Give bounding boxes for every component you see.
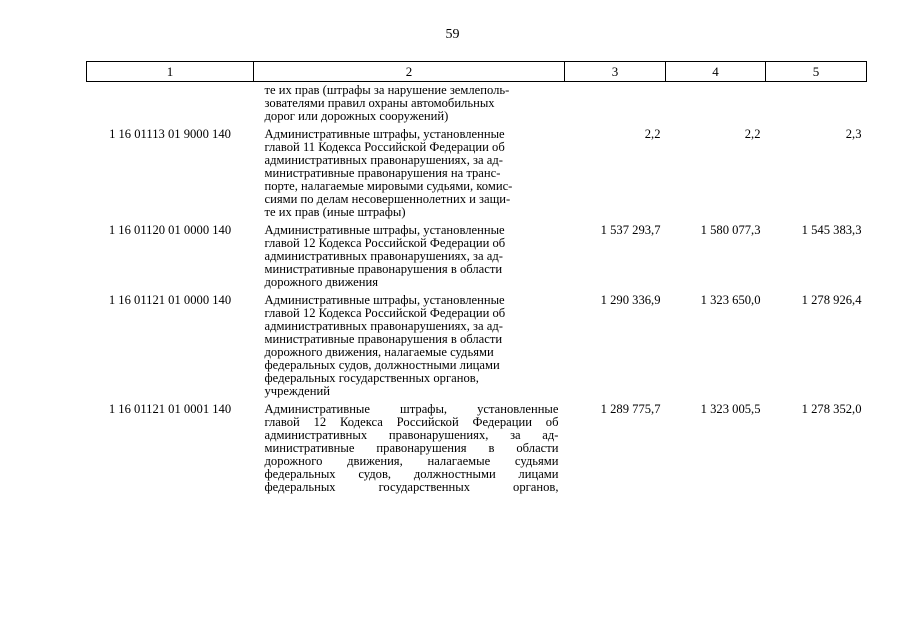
description-line: Административные штрафы, установленные <box>264 402 559 416</box>
row-description <box>254 128 565 224</box>
value-col-5: 1 278 926,4 <box>801 293 862 307</box>
description-line: Административные штрафы, установленные <box>264 223 505 237</box>
description-line: дорожного движения <box>264 275 379 289</box>
description-line: административных правонарушениях, за ад- <box>264 428 559 442</box>
description-line: министративные правонарушения в области <box>264 332 503 346</box>
value-col-3 <box>565 82 666 129</box>
description-line: главой 11 Кодекса Российской Федерации об <box>264 140 505 154</box>
table-row <box>87 128 867 224</box>
column-header-1: 1 <box>87 62 254 82</box>
description-line: федеральных судов, должностными лицами <box>264 358 500 372</box>
value-col-4: 1 323 650,0 <box>700 293 761 307</box>
description-line: дорожного движения, налагаемые судьями <box>264 454 559 468</box>
row-description <box>254 294 565 403</box>
description-line: федеральных государственных органов, <box>264 480 559 494</box>
description-line: дорог или дорожных сооружений) <box>264 109 449 123</box>
value-col-5: 1 278 352,0 <box>801 402 862 416</box>
description-line: главой 12 Кодекса Российской Федерации об <box>264 306 506 320</box>
description-line: те их прав (иные штрафы) <box>264 205 406 219</box>
description-line: зователями правил охраны автомобильных <box>264 96 495 110</box>
description-line: главой 12 Кодекса Российской Федерации об <box>264 415 559 429</box>
budget-code: 1 16 01120 01 0000 140 <box>108 223 232 237</box>
table-row <box>87 294 867 403</box>
description-line: министративные правонарушения в области <box>264 262 503 276</box>
row-description <box>254 403 565 499</box>
row-description <box>254 224 565 294</box>
value-col-3: 1 537 293,7 <box>600 223 661 237</box>
column-header-3: 3 <box>565 62 666 82</box>
value-col-5 <box>766 82 867 129</box>
table-header-row <box>87 62 867 82</box>
description-line: административных правонарушениях, за ад- <box>264 319 503 333</box>
description-line: министративные правонарушения на транс- <box>264 166 501 180</box>
table-row <box>87 82 867 129</box>
row-description <box>254 82 565 129</box>
value-col-5: 2,3 <box>845 127 862 141</box>
description-line: министративные правонарушения в области <box>264 441 559 455</box>
budget-code: 1 16 01121 01 0000 140 <box>108 293 232 307</box>
budget-revenue-table <box>86 61 867 499</box>
value-col-3: 2,2 <box>644 127 661 141</box>
description-line: главой 12 Кодекса Российской Федерации об <box>264 236 506 250</box>
description-line: федеральных судов, должностными лицами <box>264 467 559 481</box>
description-line: дорожного движения, налагаемые судьями <box>264 345 494 359</box>
table-row <box>87 403 867 499</box>
column-header-2: 2 <box>254 62 565 82</box>
description-line: порте, налагаемые мировыми судьями, комис- <box>264 179 513 193</box>
description-line: те их прав (штрафы за нарушение землеполь- <box>264 83 510 97</box>
budget-code: 1 16 01121 01 0001 140 <box>108 402 232 416</box>
description-line: сиями по делам несовершеннолетних и защи- <box>264 192 511 206</box>
description-line: учреждений <box>264 384 330 398</box>
column-header-4: 4 <box>666 62 766 82</box>
budget-code: 1 16 01113 01 9000 140 <box>109 127 231 141</box>
budget-code <box>87 82 254 129</box>
value-col-4: 1 580 077,3 <box>700 223 761 237</box>
description-line: федеральных государственных органов, <box>264 371 479 385</box>
description-line: Административные штрафы, установленные <box>264 293 505 307</box>
description-line: Административные штрафы, установленные <box>264 127 505 141</box>
column-header-5: 5 <box>766 62 867 82</box>
value-col-3: 1 289 775,7 <box>600 402 661 416</box>
value-col-5: 1 545 383,3 <box>801 223 862 237</box>
table-row <box>87 224 867 294</box>
value-col-4 <box>666 82 766 129</box>
description-line: административных правонарушениях, за ад- <box>264 153 503 167</box>
page-number: 59 <box>445 27 460 42</box>
description-line: административных правонарушениях, за ад- <box>264 249 503 263</box>
value-col-4: 1 323 005,5 <box>700 402 761 416</box>
value-col-4: 2,2 <box>744 127 761 141</box>
value-col-3: 1 290 336,9 <box>600 293 661 307</box>
